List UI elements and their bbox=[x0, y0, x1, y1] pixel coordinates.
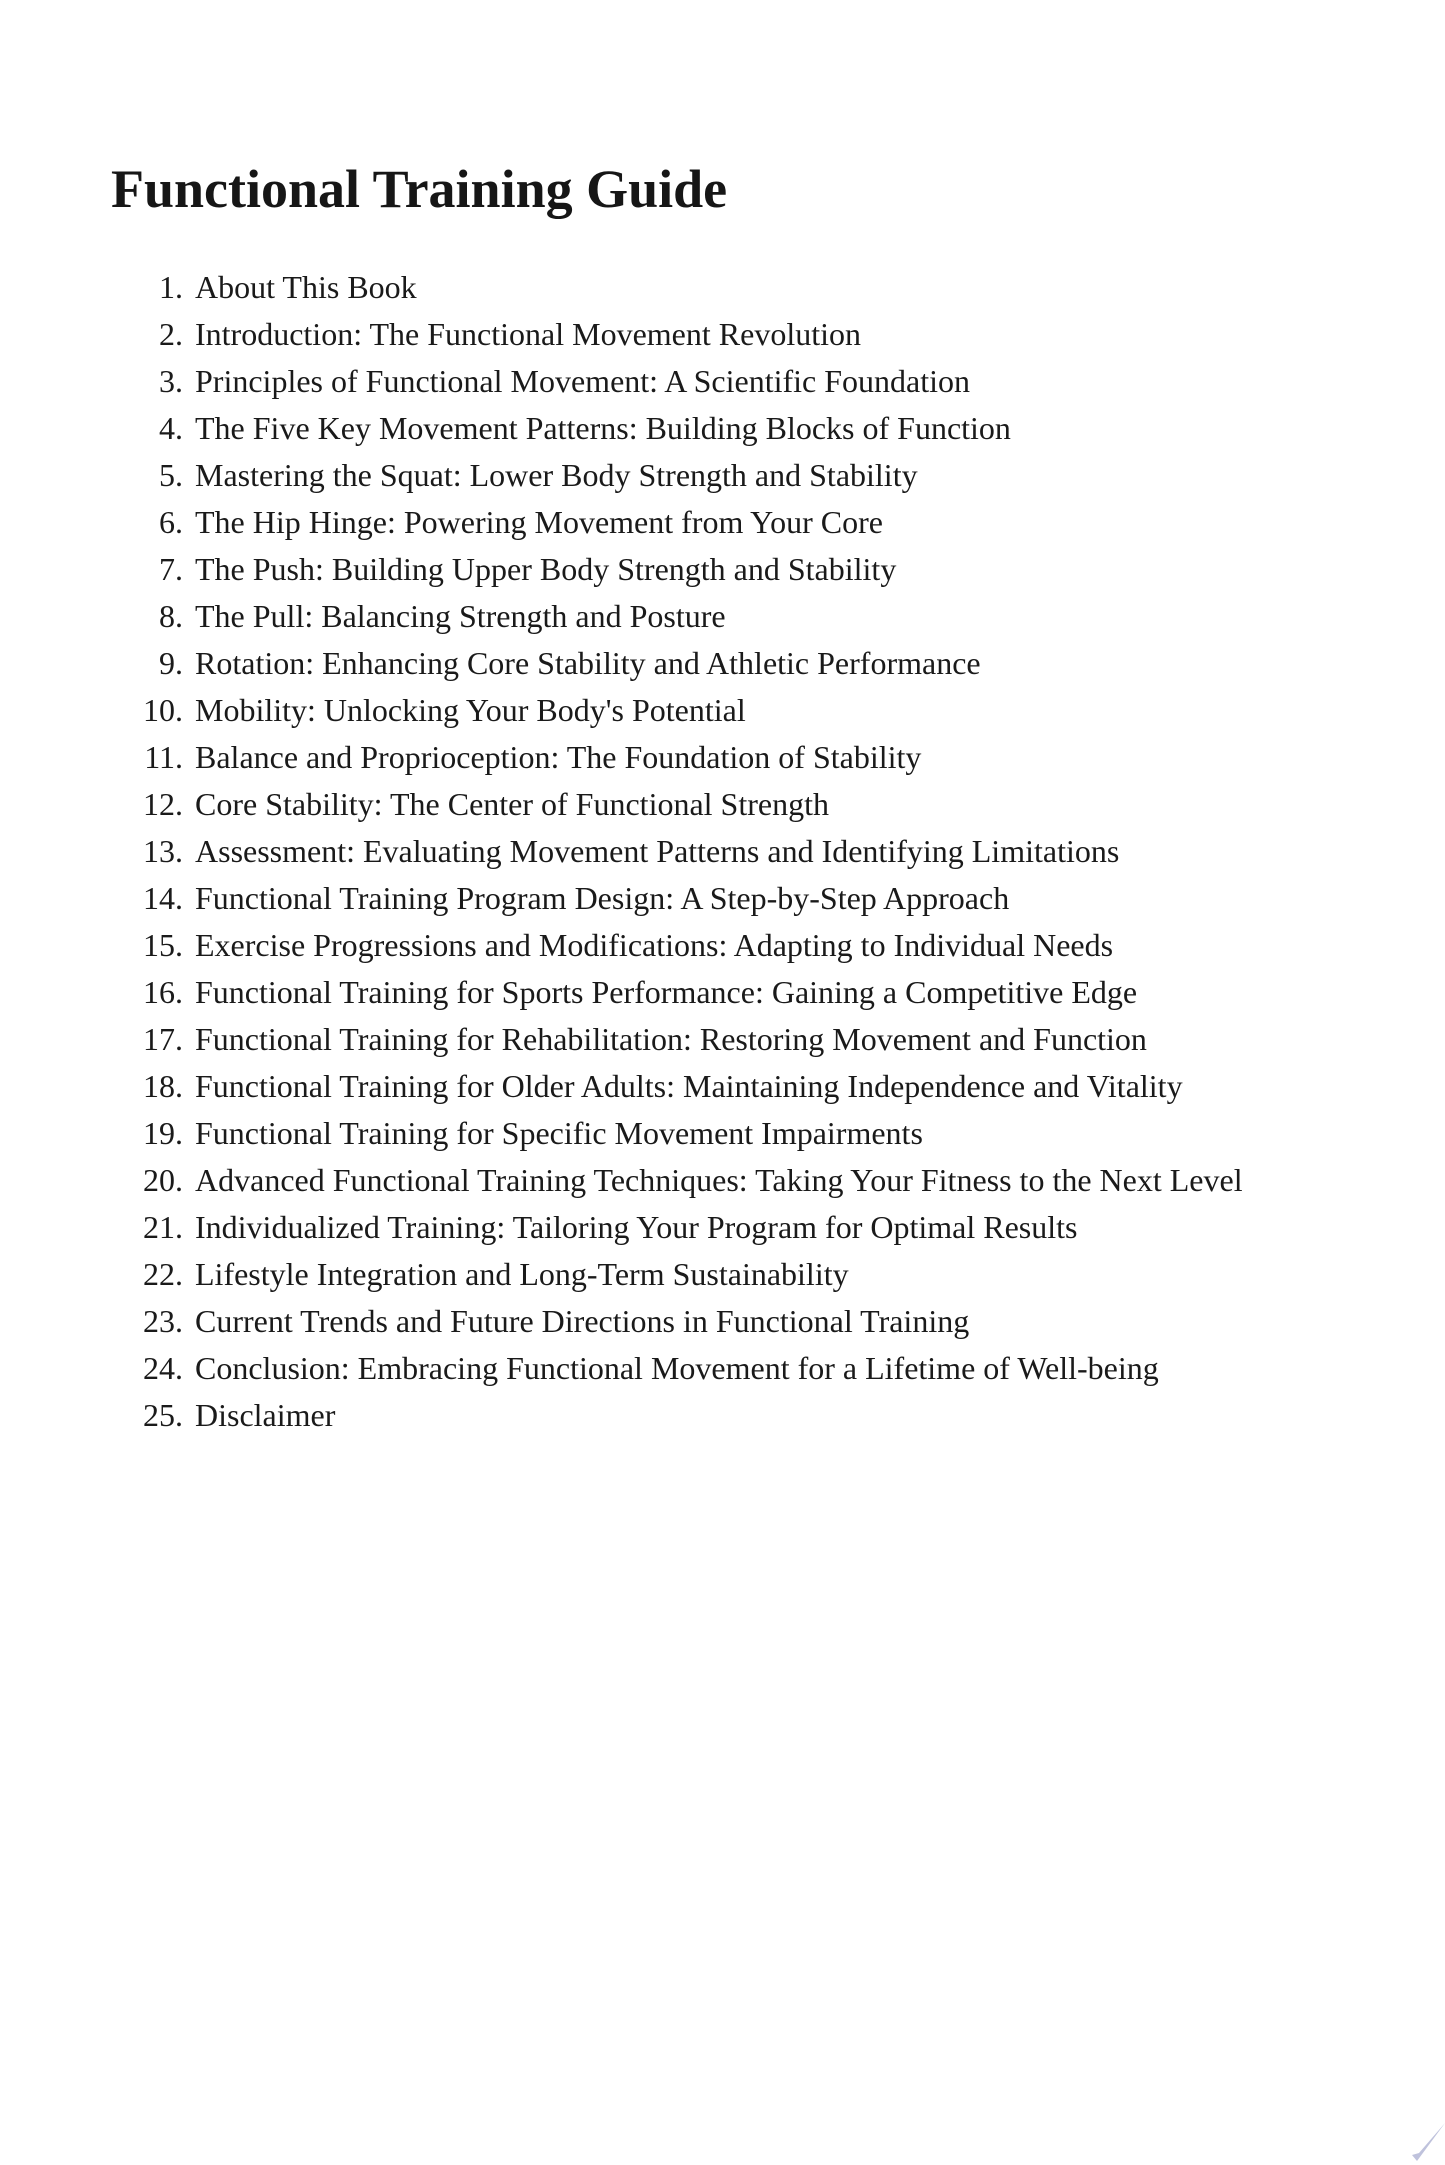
toc-item-link[interactable]: Introduction: The Functional Movement Revolution bbox=[195, 316, 861, 352]
toc-item-number: 11. bbox=[144, 739, 183, 775]
toc-item[interactable] bbox=[111, 922, 1445, 969]
toc-item-link[interactable]: Lifestyle Integration and Long-Term Sustainability bbox=[195, 1256, 849, 1292]
toc-item[interactable] bbox=[111, 781, 1445, 828]
toc-item-link[interactable]: Core Stability: The Center of Functional Strength bbox=[195, 786, 829, 822]
toc-item-link[interactable]: Assessment: Evaluating Movement Patterns and Identifying Limitations bbox=[195, 833, 1120, 869]
toc-item-number: 13. bbox=[143, 833, 183, 869]
toc-item[interactable] bbox=[111, 264, 1445, 311]
toc-item-link[interactable]: Functional Training for Older Adults: Maintaining Independence and Vitality bbox=[195, 1068, 1183, 1104]
toc-item-number: 8. bbox=[159, 598, 183, 634]
toc-item-number: 7. bbox=[159, 551, 183, 587]
toc-item-link[interactable]: The Push: Building Upper Body Strength and Stability bbox=[195, 551, 897, 587]
toc-item-link[interactable]: Principles of Functional Movement: A Scientific Foundation bbox=[195, 363, 971, 399]
toc-item[interactable] bbox=[111, 452, 1445, 499]
toc-item[interactable] bbox=[111, 1110, 1445, 1157]
toc-item[interactable] bbox=[111, 405, 1445, 452]
toc-item[interactable] bbox=[111, 1063, 1445, 1110]
toc-item-number: 20. bbox=[143, 1162, 183, 1198]
toc-item-link[interactable]: Disclaimer bbox=[195, 1397, 336, 1433]
toc-item-number: 17. bbox=[143, 1021, 183, 1057]
toc-item-link[interactable]: Individualized Training: Tailoring Your Program for Optimal Results bbox=[195, 1209, 1078, 1245]
corner-checkmark-icon bbox=[1399, 2119, 1445, 2165]
toc-list bbox=[111, 264, 1445, 1439]
toc-item-link[interactable]: Functional Training Program Design: A Step-by-Step Approach bbox=[195, 880, 1010, 916]
toc-item-link[interactable]: Advanced Functional Training Techniques: Taking Your Fitness to the Next Level bbox=[195, 1162, 1243, 1198]
toc-item-number: 22. bbox=[143, 1256, 183, 1292]
toc-item-number: 12. bbox=[143, 786, 183, 822]
toc-item-number: 16. bbox=[143, 974, 183, 1010]
toc-item-link[interactable]: Exercise Progressions and Modifications: Adapting to Individual Needs bbox=[195, 927, 1114, 963]
toc-item-number: 25. bbox=[143, 1397, 183, 1433]
toc-item-number: 2. bbox=[159, 316, 183, 352]
toc-item[interactable] bbox=[111, 969, 1445, 1016]
toc-item[interactable] bbox=[111, 1016, 1445, 1063]
toc-item-link[interactable]: Functional Training for Sports Performance: Gaining a Competitive Edge bbox=[195, 974, 1138, 1010]
toc-item-number: 18. bbox=[143, 1068, 183, 1104]
toc-item-number: 10. bbox=[143, 692, 183, 728]
toc-item-number: 5. bbox=[159, 457, 183, 493]
toc-item[interactable] bbox=[111, 875, 1445, 922]
toc-item[interactable] bbox=[111, 1251, 1445, 1298]
toc-item-number: 4. bbox=[159, 410, 183, 446]
toc-item-link[interactable]: About This Book bbox=[195, 269, 417, 305]
toc-item-number: 3. bbox=[159, 363, 183, 399]
toc-item-link[interactable]: Functional Training for Rehabilitation: Restoring Movement and Function bbox=[195, 1021, 1147, 1057]
toc-item[interactable] bbox=[111, 499, 1445, 546]
toc-item[interactable] bbox=[111, 1298, 1445, 1345]
page-title: Functional Training Guide bbox=[111, 159, 728, 219]
toc-item-number: 9. bbox=[159, 645, 183, 681]
toc-item-number: 21. bbox=[143, 1209, 183, 1245]
toc-item[interactable] bbox=[111, 1204, 1445, 1251]
toc-item[interactable] bbox=[111, 687, 1445, 734]
toc-item[interactable] bbox=[111, 311, 1445, 358]
toc-item[interactable] bbox=[111, 1345, 1445, 1392]
toc-item-number: 15. bbox=[143, 927, 183, 963]
toc-item[interactable] bbox=[111, 1157, 1445, 1204]
toc-item-number: 23. bbox=[143, 1303, 183, 1339]
toc-item-link[interactable]: Mastering the Squat: Lower Body Strength and Stability bbox=[195, 457, 918, 493]
toc-item-link[interactable]: Mobility: Unlocking Your Body's Potential bbox=[195, 692, 746, 728]
toc-item-link[interactable]: Rotation: Enhancing Core Stability and Athletic Performance bbox=[195, 645, 981, 681]
toc-item-link[interactable]: Current Trends and Future Directions in Functional Training bbox=[195, 1303, 970, 1339]
toc-item-number: 24. bbox=[143, 1350, 183, 1386]
toc-item-link[interactable]: Functional Training for Specific Movement Impairments bbox=[195, 1115, 923, 1151]
toc-item-number: 1. bbox=[159, 269, 183, 305]
toc-item-number: 19. bbox=[143, 1115, 183, 1151]
toc-item-link[interactable]: The Hip Hinge: Powering Movement from Your Core bbox=[195, 504, 883, 540]
toc-item-link[interactable]: The Five Key Movement Patterns: Building Blocks of Function bbox=[195, 410, 1011, 446]
toc-item-link[interactable]: The Pull: Balancing Strength and Posture bbox=[195, 598, 726, 634]
toc-item-link[interactable]: Balance and Proprioception: The Foundation of Stability bbox=[195, 739, 922, 775]
toc-item-link[interactable]: Conclusion: Embracing Functional Movement for a Lifetime of Well-being bbox=[195, 1350, 1159, 1386]
toc-item-number: 14. bbox=[143, 880, 183, 916]
toc-item[interactable] bbox=[111, 734, 1445, 781]
toc-item-number: 6. bbox=[159, 504, 183, 540]
toc-item[interactable] bbox=[111, 593, 1445, 640]
toc-item[interactable] bbox=[111, 640, 1445, 687]
toc-item[interactable] bbox=[111, 828, 1445, 875]
toc-item[interactable] bbox=[111, 1392, 1445, 1439]
toc-item[interactable] bbox=[111, 358, 1445, 405]
toc-item[interactable] bbox=[111, 546, 1445, 593]
